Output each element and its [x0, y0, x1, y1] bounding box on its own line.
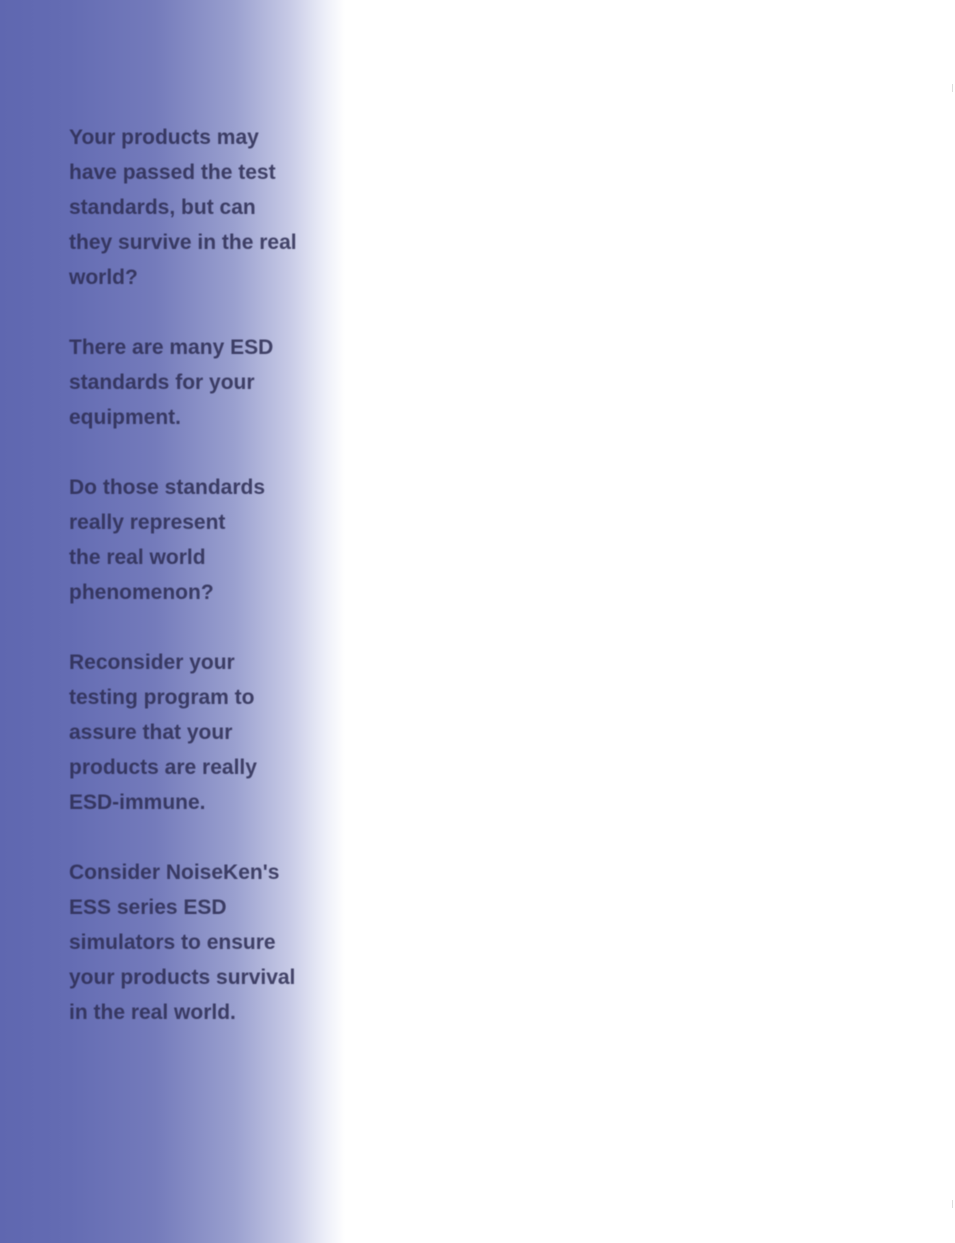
paragraph-esd-standards: There are many ESD standards for your equipment. — [69, 336, 274, 429]
paragraph-real-world: Do those standards really represent the real world phenomenon? — [69, 476, 266, 604]
paragraph-test-standards: Your products may have passed the test standards, but can they survive in the real world? — [69, 126, 297, 289]
crop-mark-top — [952, 84, 953, 92]
sidebar-text-column — [69, 120, 319, 1065]
paragraph-noiseken: Consider NoiseKen's ESS series ESD simulators to ensure your products survival in the real world. — [69, 861, 296, 1024]
gradient-sidebar — [0, 0, 345, 1243]
paragraph-reconsider: Reconsider your testing program to assure that your products are really ESD-immune. — [69, 651, 257, 814]
crop-mark-bottom — [952, 1200, 953, 1208]
